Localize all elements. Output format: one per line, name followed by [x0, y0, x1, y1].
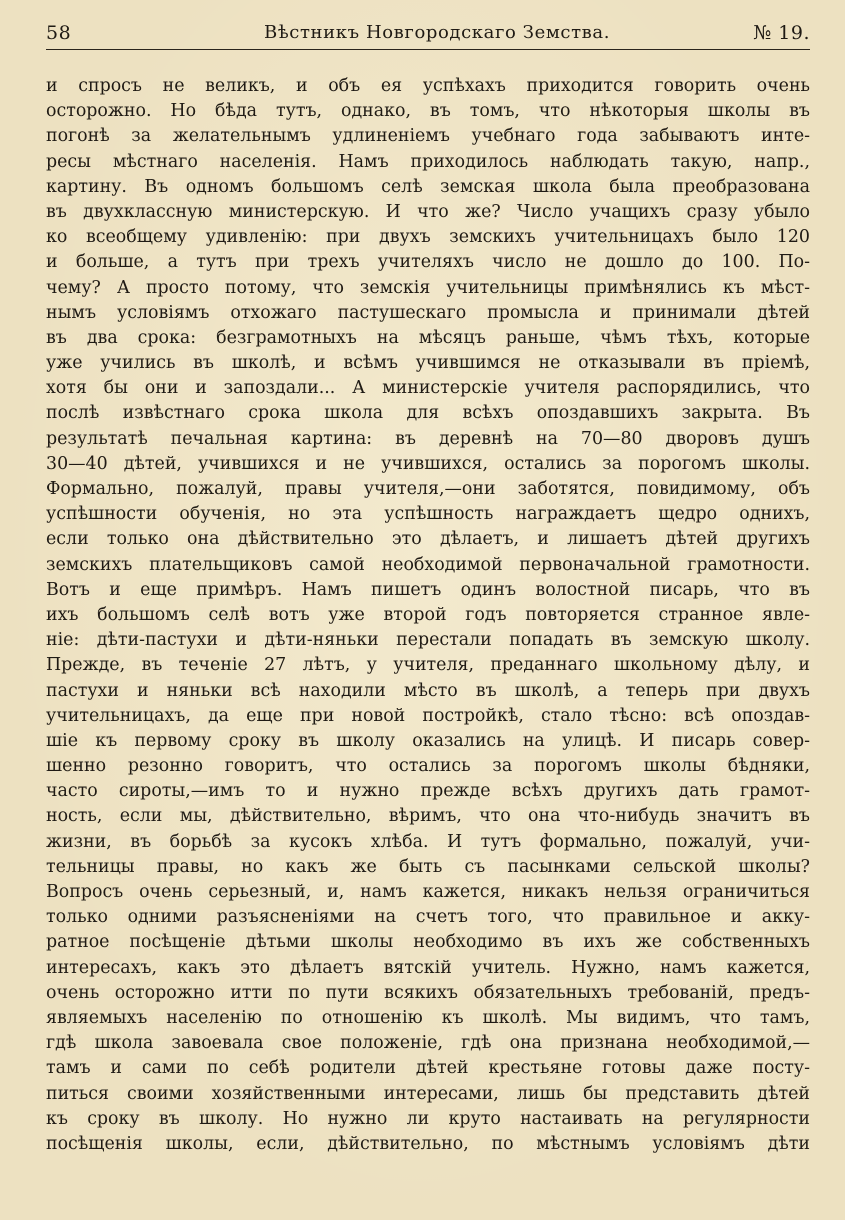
text-line: тамъ и сами по себѣ родители дѣтей крестьяне готовы даже посту-: [46, 1058, 810, 1079]
text-line: и спросъ не великъ, и объ ея успѣхахъ приходится говорить очень: [46, 76, 810, 96]
text-line: ніе: дѣти-пастухи и дѣти-няньки перестали попадать въ земскую школу.: [46, 630, 810, 651]
issue-number: № 19.: [753, 22, 810, 44]
text-line: хотя бы они и запоздали... А министерскіе учителя распорядились, что: [46, 378, 810, 399]
journal-title: Вѣстникъ Новгородскаго Земства.: [264, 22, 611, 43]
text-line: нымъ условіямъ отхожаго пастушескаго промысла и принимали дѣтей: [46, 302, 810, 323]
text-line: успѣшности обученія, но эта успѣшность награждаетъ щедро однихъ,: [46, 504, 810, 525]
text-line: послѣ извѣстнаго срока школа для всѣхъ опоздавшихъ закрыта. Въ: [46, 403, 810, 424]
text-line: шенно резонно говоритъ, что остались за порогомъ школы бѣдняки,: [46, 756, 810, 777]
text-line: шіе къ первому сроку въ школу оказались на улицѣ. И писарь совер-: [46, 730, 810, 751]
text-line: посѣщенія школы, если, дѣйствительно, по мѣстнымъ условіямъ дѣти: [46, 1133, 810, 1154]
text-line: Вотъ и еще примѣръ. Намъ пишетъ одинъ волостной писарь, что въ: [46, 579, 810, 600]
text-line: ихъ большомъ селѣ вотъ уже второй годъ повторяется странное явле-: [46, 604, 810, 625]
text-line: являемыхъ населенію по отношенію къ школѣ. Мы видимъ, что тамъ,: [46, 1007, 810, 1028]
text-line: гдѣ школа завоевала свое положеніе, гдѣ она признана необходимой,—: [46, 1033, 810, 1054]
text-line: осторожно. Но бѣда тутъ, однако, въ томъ, что нѣкоторыя школы въ: [46, 101, 810, 122]
text-line: ресы мѣстнаго населенія. Намъ приходилось наблюдать такую, напр.,: [46, 151, 810, 172]
text-line: Формально, пожалуй, правы учителя,—они заботятся, повидимому, объ: [46, 479, 810, 499]
text-line: чему? А просто потому, что земскія учительницы примѣнялись къ мѣст-: [46, 277, 810, 298]
text-line: очень осторожно итти по пути всякихъ обязательныхъ требованій, предъ-: [46, 982, 810, 1003]
text-line: тельницы правы, но какъ же быть съ пасынками сельской школы?: [46, 856, 810, 877]
header-rule: [46, 49, 810, 50]
text-line: 30—40 дѣтей, учившихся и не учившихся, остались за порогомъ школы.: [46, 453, 810, 474]
text-line: въ двухклассную министерскую. И что же? Число учащихъ сразу убыло: [46, 201, 810, 222]
text-line: Прежде, въ теченіе 27 лѣтъ, у учителя, преданнаго школьному дѣлу, и: [46, 655, 810, 676]
text-line: Вопросъ очень серьезный, и, намъ кажется, никакъ нельзя ограничиться: [46, 882, 810, 902]
text-line: ность, если мы, дѣйствительно, вѣримъ, что она что-нибудь значитъ въ: [46, 806, 810, 827]
text-line: погонѣ за желательнымъ удлиненіемъ учебнаго года забываютъ инте-: [46, 126, 810, 147]
text-line: въ два срока: безграмотныхъ на мѣсяцъ раньше, чѣмъ тѣхъ, которые: [46, 327, 810, 348]
text-line: уже учились въ школѣ, и всѣмъ учившимся не отказывали въ пріемѣ,: [46, 353, 810, 374]
text-line: интересахъ, какъ это дѣлаетъ вятскій учитель. Нужно, намъ кажется,: [46, 957, 810, 978]
text-line: только одними разъясненіями на счетъ того, что правильное и акку-: [46, 907, 810, 928]
text-line: жизни, въ борьбѣ за кусокъ хлѣба. И тутъ формально, пожалуй, учи-: [46, 831, 810, 852]
text-line: ко всеобщему удивленію: при двухъ земскихъ учительницахъ было 120: [46, 227, 810, 248]
text-line: къ сроку въ школу. Но нужно ли круто настаивать на регулярности: [46, 1108, 810, 1129]
text-line: если только она дѣйствительно это дѣлаетъ, и лишаетъ дѣтей другихъ: [46, 529, 810, 550]
text-line: часто сироты,—имъ то и нужно прежде всѣхъ другихъ дать грамот-: [46, 781, 810, 802]
body-text: [46, 74, 810, 1157]
text-line: картину. Въ одномъ большомъ селѣ земская школа была преобразована: [46, 176, 810, 197]
text-line: результатѣ печальная картина: въ деревнѣ на 70—80 дворовъ душъ: [46, 428, 810, 449]
text-line: ратное посѣщеніе дѣтьми школы необходимо въ ихъ же собственныхъ: [46, 932, 810, 953]
running-header: [46, 20, 810, 48]
page-number: 58: [46, 22, 72, 44]
text-line: пастухи и няньки всѣ находили мѣсто въ школѣ, а теперь при двухъ: [46, 680, 810, 701]
text-line: и больше, а тутъ при трехъ учителяхъ число не дошло до 100. По-: [46, 252, 810, 273]
text-line: питься своими хозяйственными интересами, лишь бы представить дѣтей: [46, 1083, 810, 1104]
text-line: учительницахъ, да еще при новой постройкѣ, стало тѣсно: всѣ опоздав-: [46, 705, 810, 726]
text-line: земскихъ плательщиковъ самой необходимой первоначальной грамотности.: [46, 554, 810, 575]
